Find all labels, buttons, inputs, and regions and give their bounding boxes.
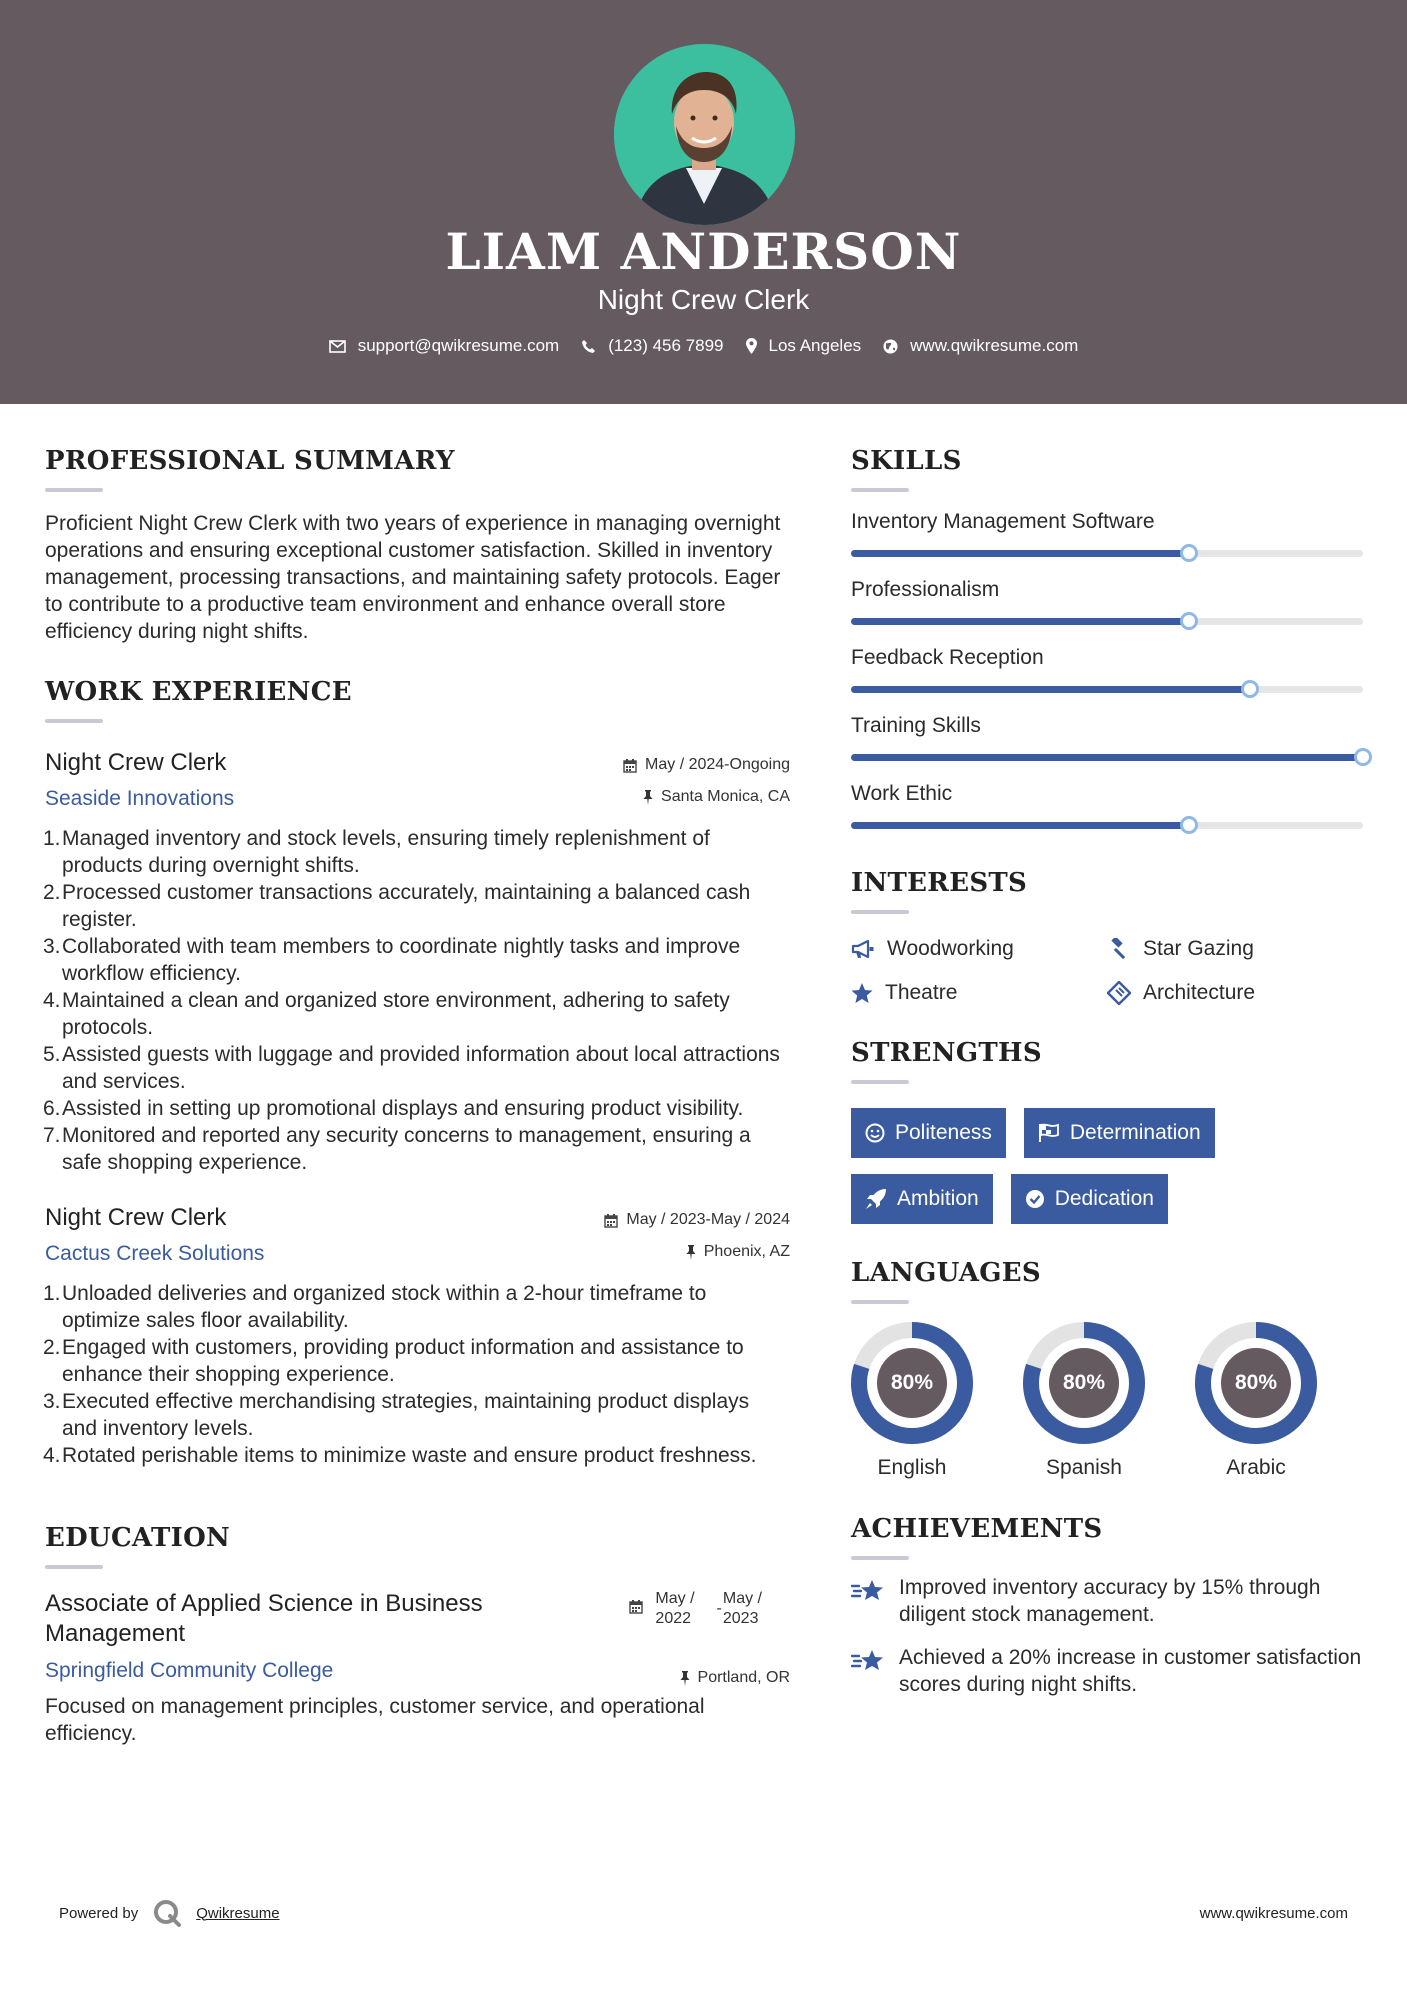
candidate-name: LIAM ANDERSON [445,222,962,281]
skills-heading: SKILLS [851,446,962,476]
list-item: 6. Assisted in setting up promotional displays and ensuring product visibility. [43,1097,744,1120]
pushpin-icon [680,1671,690,1686]
company-name: Cactus Creek Solutions [45,1242,265,1265]
language-ring [1195,1322,1317,1444]
skill-item [851,510,1363,560]
section-divider [851,488,909,492]
skill-item [851,578,1363,628]
education-heading: EDUCATION [45,1523,231,1553]
skill-label: Training Skills [851,714,981,737]
star-icon [851,983,873,1004]
school-name: Springfield Community College [45,1659,334,1682]
education-entry [45,1589,790,1747]
pushpin-icon [643,790,653,805]
calendar-icon [629,1599,643,1614]
list-item: 2. Processed customer transactions accurately, maintaining a balanced cash register. [43,881,751,931]
contact-website[interactable] [883,336,1078,356]
skill-knob [1241,680,1259,698]
powered-by-text: Powered by [59,1904,139,1922]
pushpin-icon [686,1245,696,1260]
achievement-item: Achieved a 20% increase in customer satisfaction scores during night shifts. [851,1644,1363,1698]
job-date [623,749,790,781]
calendar-icon [623,758,637,773]
list-item: 3. Executed effective merchandising strategies, maintaining product displays and inventory levels. [43,1390,750,1440]
left-column [45,446,790,1747]
skill-knob [1354,748,1372,766]
interests-list [851,934,1363,1008]
language-ring [851,1322,973,1444]
language-percent: 80% [1234,1371,1278,1394]
job-entry [45,1204,790,1469]
section-divider [851,1300,909,1304]
brand-link[interactable]: Qwikresume [196,1904,280,1922]
achievements-heading: ACHIEVEMENTS [851,1514,1103,1544]
skill-knob [1180,612,1198,630]
skill-item [851,714,1363,764]
language-percent: 80% [890,1371,934,1394]
job-duties [45,825,790,1176]
summary-section [45,446,790,645]
map-pin-icon [746,338,757,354]
phone-icon [581,339,596,354]
list-item: 5. Assisted guests with luggage and provided information about local attractions and services. [43,1043,780,1093]
contact-location [746,336,862,356]
achievements-section [851,1514,1363,1698]
interests-section [851,868,1363,1008]
ticket-icon [1107,981,1131,1005]
shooting-star-icon [851,1578,885,1604]
globe-icon [883,339,898,354]
right-column [851,446,1363,1698]
language-label: English [877,1456,947,1479]
shooting-star-icon [851,1648,885,1674]
contact-email[interactable] [329,336,560,356]
job-date-text: May / 2023-May / 2024 [626,1211,790,1228]
location-text: Los Angeles [768,336,862,355]
strength-chip: Politeness [851,1108,1006,1158]
job-entry [45,749,790,1176]
skill-bar [851,546,1363,560]
skill-label: Work Ethic [851,782,953,805]
job-title: Night Crew Clerk [45,749,227,776]
job-date [604,1204,790,1236]
language-item [1195,1322,1317,1480]
rocket-icon [865,1188,887,1210]
megaphone-icon [851,939,875,959]
list-item: 1. Managed inventory and stock levels, ensuring timely replenishment of products during overnight shifts. [43,827,710,877]
skill-knob [1180,544,1198,562]
contact-bar [0,336,1407,356]
language-item [1023,1322,1145,1480]
list-item: 4. Maintained a clean and organized store environment, adhering to safety protocols. [43,989,730,1039]
job-date-text: May / 2024-Ongoing [645,756,790,773]
skill-bar [851,614,1363,628]
skills-section [851,446,1363,832]
language-percent: 80% [1062,1371,1106,1394]
education-description: Focused on management principles, customer service, and operational efficiency. [45,1695,705,1745]
skills-list [851,510,1363,832]
smile-icon [865,1123,885,1143]
candidate-role: Night Crew Clerk [597,284,810,315]
section-divider [45,719,103,723]
person-portrait-icon [614,44,795,225]
skill-label: Professionalism [851,578,1000,601]
education-date [655,1589,762,1629]
start-date: May / 2022 [655,1590,695,1627]
interests-heading: INTERESTS [851,868,1028,898]
skill-item [851,646,1363,696]
job-meta [604,1204,790,1268]
language-ring [1023,1322,1145,1444]
flag-icon [1038,1123,1060,1143]
job-meta [623,749,790,813]
skill-bar [851,750,1363,764]
summary-heading: PROFESSIONAL SUMMARY [45,446,455,476]
strengths-list [851,1108,1271,1224]
list-item: 2. Engaged with customers, providing product information and assistance to enhance their shopping experience. [43,1336,744,1386]
skill-bar [851,682,1363,696]
qwikresume-logo-icon [152,1898,182,1928]
strength-chip: Dedication [1011,1174,1168,1224]
section-divider [851,910,909,914]
skill-label: Feedback Reception [851,646,1044,669]
website-text: www.qwikresume.com [910,336,1079,355]
job-location [623,781,790,813]
phone-text: (123) 456 7899 [608,336,724,355]
skill-item [851,782,1363,832]
experience-heading: WORK EXPERIENCE [45,677,352,707]
list-item: 1. Unloaded deliveries and organized stock within a 2-hour timeframe to optimize sales floor availability. [43,1282,707,1332]
strength-chip: Determination [1024,1108,1215,1158]
strengths-section [851,1038,1363,1224]
languages-heading: LANGUAGES [851,1258,1041,1288]
job-title: Night Crew Clerk [45,1204,227,1231]
section-divider [45,488,103,492]
job-location [604,1236,790,1268]
language-label: Arabic [1226,1456,1286,1479]
language-label: Spanish [1046,1456,1122,1479]
end-date: - May / 2023 [716,1590,762,1627]
footer-powered-by [59,1898,280,1928]
experience-section [45,677,790,1469]
email-text: support@qwikresume.com [357,336,560,355]
education-location: Portland, OR [680,1669,790,1687]
achievements-list [851,1574,1363,1698]
section-divider [851,1080,909,1084]
contact-phone[interactable] [581,336,723,356]
achievement-item: Improved inventory accuracy by 15% through diligent stock management. [851,1574,1363,1628]
envelope-icon [329,340,346,353]
skill-bar [851,818,1363,832]
strengths-heading: STRENGTHS [851,1038,1042,1068]
profile-photo [614,44,795,225]
interest-item: Star Gazing [1107,934,1363,964]
skill-knob [1180,816,1198,834]
interest-item: Woodworking [851,934,1107,964]
strength-chip: Ambition [851,1174,993,1224]
job-duties [45,1280,790,1469]
languages-list [851,1322,1363,1480]
skill-label: Inventory Management Software [851,510,1155,533]
degree-title: Associate of Applied Science in Business Management [45,1590,483,1647]
resume-header [0,0,1407,404]
check-circle-icon [1025,1189,1045,1209]
gavel-icon [1107,938,1131,960]
company-name: Seaside Innovations [45,787,235,810]
list-item: 7. Monitored and reported any security concerns to management, ensuring a safe shopping experience. [43,1124,751,1174]
interest-item: Architecture [1107,978,1363,1008]
list-item: 3. Collaborated with team members to coordinate nightly tasks and improve workflow efficiency. [43,935,741,985]
interest-item: Theatre [851,978,1107,1008]
footer-website[interactable]: www.qwikresume.com [1199,1905,1348,1922]
job-location-text: Santa Monica, CA [661,788,790,805]
list-item: 4. Rotated perishable items to minimize waste and ensure product freshness. [43,1444,757,1467]
calendar-icon [604,1213,618,1228]
languages-section [851,1258,1363,1480]
job-location-text: Phoenix, AZ [703,1243,790,1260]
language-item [851,1322,973,1480]
education-section [45,1523,790,1747]
summary-text: Proficient Night Crew Clerk with two years of experience in managing overnight operations and ensuring exceptional customer satisfaction. Skilled in inventory management, processing transactions, and maintaining safety protocols. Eager to contribute to a productive team environment and enhance overall store efficiency during night shifts. [45,512,781,643]
section-divider [851,1556,909,1560]
section-divider [45,1565,103,1569]
